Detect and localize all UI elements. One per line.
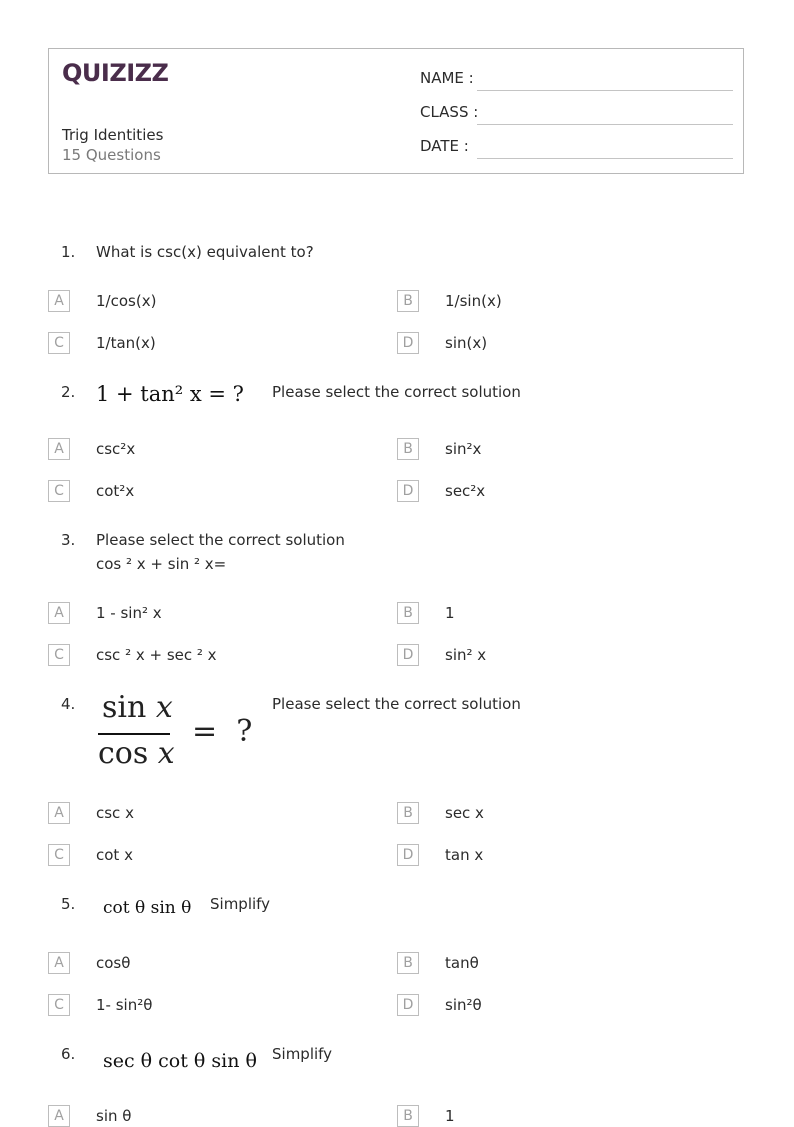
option-text[interactable]: sin² x xyxy=(445,646,487,664)
option-text[interactable]: sin(x) xyxy=(445,334,488,352)
date-line[interactable] xyxy=(477,158,733,159)
question-text: Please select the correct solution xyxy=(96,531,345,549)
option-text[interactable]: 1/cos(x) xyxy=(96,292,157,310)
worksheet-header xyxy=(48,48,744,174)
option-text[interactable]: csc x xyxy=(96,804,134,822)
option-letter-box[interactable]: B xyxy=(397,1105,419,1127)
option-text[interactable]: 1 - sin² x xyxy=(96,604,162,622)
fraction-bar xyxy=(98,733,170,735)
option-text[interactable]: 1 xyxy=(445,1107,455,1125)
option-letter-box[interactable]: A xyxy=(48,952,70,974)
option-letter-box[interactable]: A xyxy=(48,1105,70,1127)
question-number: 3. xyxy=(61,531,76,549)
option-letter-box[interactable]: D xyxy=(397,644,419,666)
fraction-expression xyxy=(98,690,258,780)
question-count: 15 Questions xyxy=(62,146,161,164)
option-letter-box[interactable]: C xyxy=(48,332,70,354)
question-number: 5. xyxy=(61,895,76,913)
worksheet-title: Trig Identities xyxy=(62,126,164,144)
option-letter-box[interactable]: A xyxy=(48,602,70,624)
option-text[interactable]: cosθ xyxy=(96,954,131,972)
option-letter-box[interactable]: A xyxy=(48,802,70,824)
option-text[interactable]: 1- sin²θ xyxy=(96,996,153,1014)
name-field xyxy=(420,69,733,93)
option-text[interactable]: 1 xyxy=(445,604,455,622)
option-letter-box[interactable]: B xyxy=(397,952,419,974)
option-text[interactable]: 1/tan(x) xyxy=(96,334,156,352)
option-letter-box[interactable]: B xyxy=(397,602,419,624)
option-text[interactable]: sin²θ xyxy=(445,996,482,1014)
option-text[interactable]: sin²x xyxy=(445,440,482,458)
option-letter-box[interactable]: B xyxy=(397,290,419,312)
equals-question: = ? xyxy=(192,714,253,749)
option-letter-box[interactable]: D xyxy=(397,994,419,1016)
option-text[interactable]: sec x xyxy=(445,804,484,822)
option-text[interactable]: tan x xyxy=(445,846,484,864)
option-letter-box[interactable]: B xyxy=(397,802,419,824)
math-expression: sec θ cot θ sin θ xyxy=(103,1050,257,1072)
quizizz-logo: QUIZIZZ xyxy=(62,59,169,87)
name-label: NAME : xyxy=(420,69,474,87)
option-text[interactable]: cot²x xyxy=(96,482,135,500)
date-field xyxy=(420,137,733,161)
option-letter-box[interactable]: A xyxy=(48,290,70,312)
question-text: Simplify xyxy=(210,895,271,913)
option-text[interactable]: csc²x xyxy=(96,440,136,458)
option-letter-box[interactable]: C xyxy=(48,994,70,1016)
question-text: Please select the correct solution xyxy=(272,383,521,401)
name-line[interactable] xyxy=(477,90,733,91)
class-label: CLASS : xyxy=(420,103,479,121)
math-expression: 1 + tan² x = ? xyxy=(96,382,244,406)
fraction-numerator: sin x xyxy=(102,690,173,725)
question-number: 6. xyxy=(61,1045,76,1063)
option-letter-box[interactable]: C xyxy=(48,480,70,502)
option-letter-box[interactable]: D xyxy=(397,844,419,866)
question-text: What is csc(x) equivalent to? xyxy=(96,243,314,261)
question-number: 4. xyxy=(61,695,76,713)
class-line[interactable] xyxy=(477,124,733,125)
fraction-denominator: cos x xyxy=(98,736,175,771)
option-text[interactable]: sec²x xyxy=(445,482,486,500)
question-number: 2. xyxy=(61,383,76,401)
option-letter-box[interactable]: D xyxy=(397,332,419,354)
question-number: 1. xyxy=(61,243,76,261)
class-field xyxy=(420,103,733,127)
math-expression: cot θ sin θ xyxy=(103,898,192,918)
option-letter-box[interactable]: A xyxy=(48,438,70,460)
option-letter-box[interactable]: B xyxy=(397,438,419,460)
option-letter-box[interactable]: C xyxy=(48,844,70,866)
option-letter-box[interactable]: C xyxy=(48,644,70,666)
option-text[interactable]: cot x xyxy=(96,846,133,864)
option-text[interactable]: sin θ xyxy=(96,1107,132,1125)
question-subtext: cos ² x + sin ² x= xyxy=(96,555,227,573)
date-label: DATE : xyxy=(420,137,469,155)
option-text[interactable]: tanθ xyxy=(445,954,479,972)
question-text: Simplify xyxy=(272,1045,333,1063)
option-letter-box[interactable]: D xyxy=(397,480,419,502)
option-text[interactable]: csc ² x + sec ² x xyxy=(96,646,217,664)
question-text: Please select the correct solution xyxy=(272,695,521,713)
option-text[interactable]: 1/sin(x) xyxy=(445,292,502,310)
